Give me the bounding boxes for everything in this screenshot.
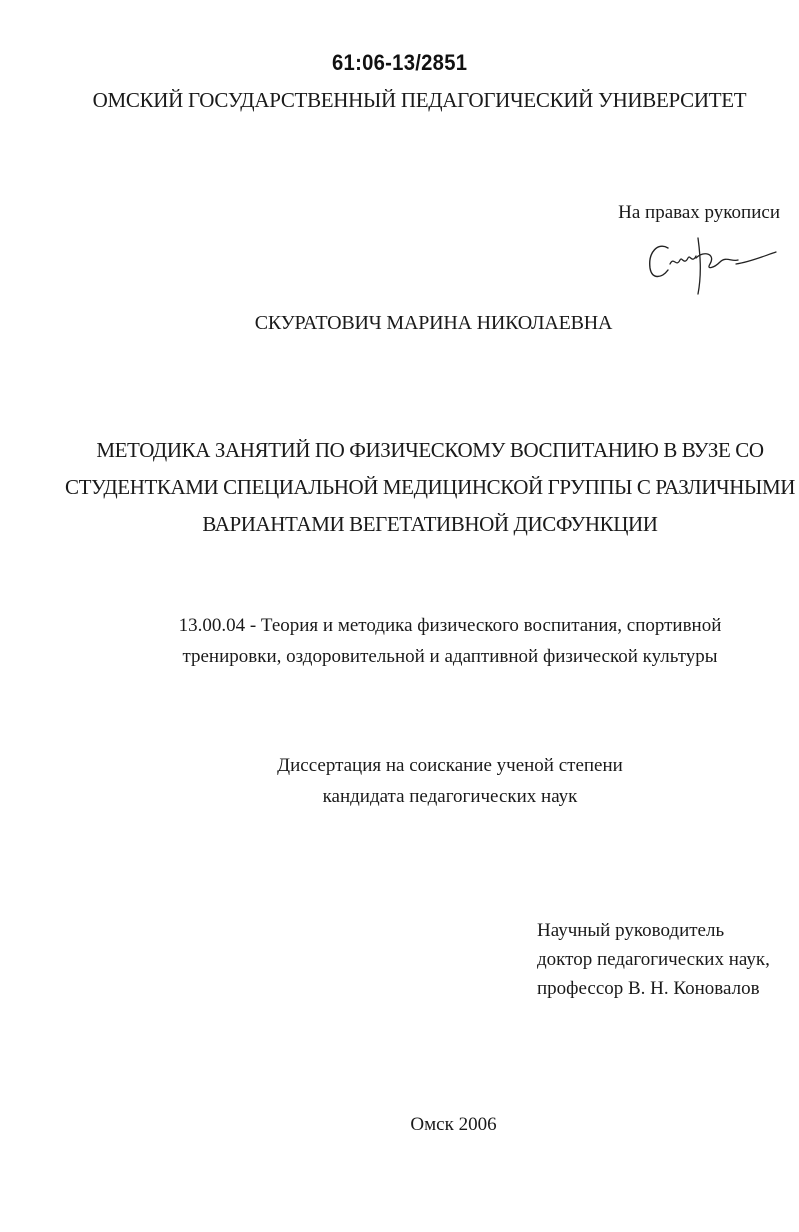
signature-icon [640,228,780,298]
specialty-line: тренировки, оздоровительной и адаптивной физической культуры [182,646,718,667]
title-line: ВАРИАНТАМИ ВЕГЕТАТИВНОЙ ДИСФУНКЦИИ [202,512,658,536]
rights-note: На правах рукописи [618,202,780,223]
degree-line: Диссертация на соискание ученой степени [277,755,623,776]
advisor-line: профессор В. Н. Коновалов [537,978,760,999]
title-line: МЕТОДИКА ЗАНЯТИЙ ПО ФИЗИЧЕСКОМУ ВОСПИТАНИЮ В ВУЗЕ СО [96,438,764,462]
university-name: ОМСКИЙ ГОСУДАРСТВЕННЫЙ ПЕДАГОГИЧЕСКИЙ УНИВЕРСИТЕТ [92,88,747,112]
author-name: СКУРАТОВИЧ МАРИНА НИКОЛАЕВНА [254,312,613,334]
specialty-line: 13.00.04 - Теория и методика физического воспитания, спортивной [178,615,722,636]
city-year: Омск 2006 [410,1114,497,1135]
degree-line: кандидата педагогических наук [322,786,578,807]
scientific-advisor [537,916,797,1003]
specialty-code [130,610,770,672]
archive-code: 61:06-13/2851 [332,50,468,75]
degree-statement [170,750,730,812]
dissertation-title [60,432,799,543]
title-line: СТУДЕНТКАМИ СПЕЦИАЛЬНОЙ МЕДИЦИНСКОЙ ГРУППЫ С РАЗЛИЧНЫМИ [64,475,795,499]
advisor-line: доктор педагогических наук, [537,949,770,970]
advisor-line: Научный руководитель [537,920,725,941]
